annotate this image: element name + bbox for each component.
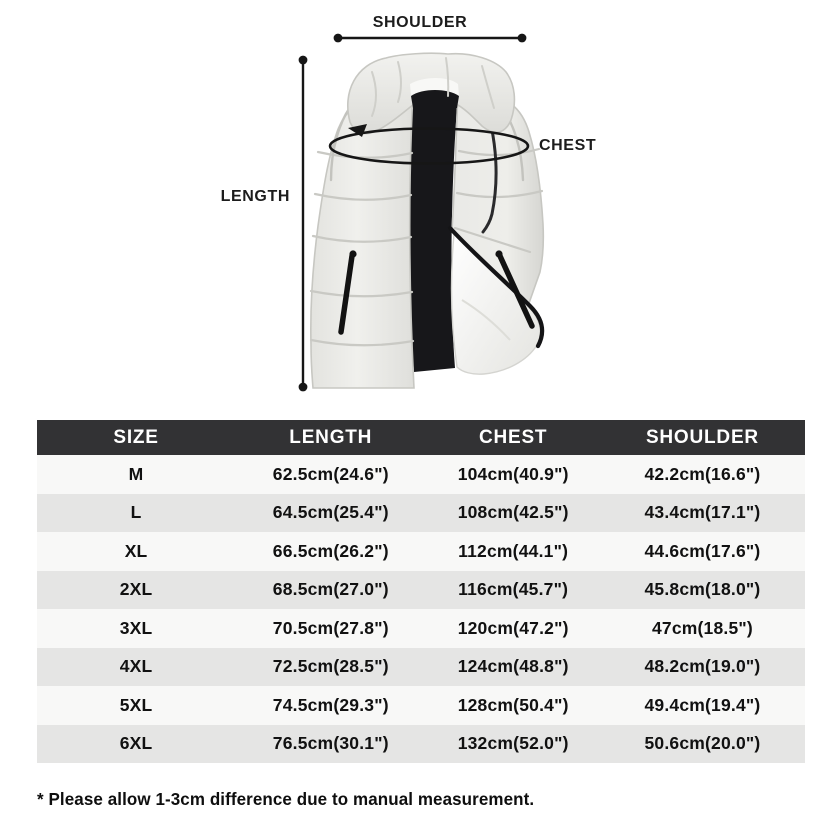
table-cell: 124cm(48.8")	[457, 656, 569, 677]
table-row	[37, 532, 805, 571]
table-cell: 74.5cm(29.3")	[272, 694, 389, 715]
table-cell: L	[130, 502, 142, 523]
table-cell: 2XL	[119, 579, 153, 600]
table-cell: 108cm(42.5")	[457, 502, 569, 523]
length-measure-line	[299, 56, 308, 392]
table-row	[37, 609, 805, 648]
table-cell: 64.5cm(25.4")	[272, 502, 389, 523]
table-cell: 42.2cm(16.6")	[644, 463, 761, 484]
table-cell: 62.5cm(24.6")	[272, 463, 389, 484]
table-cell: 49.4cm(19.4")	[644, 694, 761, 715]
table-row	[37, 648, 805, 687]
table-cell: 76.5cm(30.1")	[272, 733, 389, 754]
table-cell: 116cm(45.7")	[458, 579, 569, 600]
vest-illustration	[0, 0, 840, 418]
table-row	[37, 725, 805, 764]
table-cell: 72.5cm(28.5")	[272, 656, 389, 677]
size-table-head-row	[37, 420, 805, 455]
table-cell: 70.5cm(27.8")	[272, 617, 389, 638]
vest-graphic	[311, 53, 544, 388]
table-cell: 104cm(40.9")	[457, 463, 569, 484]
table-cell: 3XL	[119, 617, 153, 638]
table-row	[37, 571, 805, 610]
column-header: LENGTH	[289, 426, 373, 448]
table-cell: 5XL	[119, 694, 153, 715]
table-cell: 43.4cm(17.1")	[644, 502, 761, 523]
shoulder-label: SHOULDER	[372, 14, 468, 31]
table-cell: 68.5cm(27.0")	[272, 579, 389, 600]
table-cell: 120cm(47.2")	[457, 617, 569, 638]
column-header: SIZE	[113, 426, 159, 448]
table-cell: 112cm(44.1")	[458, 540, 569, 561]
measurement-footnote: * Please allow 1-3cm difference due to manual measurement.	[37, 789, 535, 809]
table-cell: 48.2cm(19.0")	[644, 656, 761, 677]
table-cell: 47cm(18.5")	[651, 617, 753, 638]
table-cell: 50.6cm(20.0")	[644, 733, 761, 754]
column-header: CHEST	[478, 426, 548, 448]
length-label: LENGTH	[220, 188, 290, 205]
table-row	[37, 494, 805, 533]
chest-label: CHEST	[539, 137, 597, 154]
table-cell: 128cm(50.4")	[457, 694, 569, 715]
table-cell: 44.6cm(17.6")	[644, 540, 761, 561]
vest-measurement-diagram	[0, 0, 840, 418]
column-header: SHOULDER	[645, 426, 759, 448]
table-row	[37, 686, 805, 725]
table-cell: 66.5cm(26.2")	[272, 540, 389, 561]
collar-opening	[411, 90, 459, 108]
size-table-body	[37, 455, 805, 763]
table-cell: 6XL	[119, 733, 153, 754]
table-cell: 4XL	[119, 656, 153, 677]
vest-interior	[408, 92, 458, 372]
size-table	[37, 420, 805, 763]
table-cell: XL	[124, 540, 148, 561]
table-cell: M	[128, 463, 144, 484]
table-cell: 45.8cm(18.0")	[644, 579, 761, 600]
shoulder-measure-line	[334, 34, 527, 43]
table-cell: 132cm(52.0")	[457, 733, 569, 754]
table-row	[37, 455, 805, 494]
